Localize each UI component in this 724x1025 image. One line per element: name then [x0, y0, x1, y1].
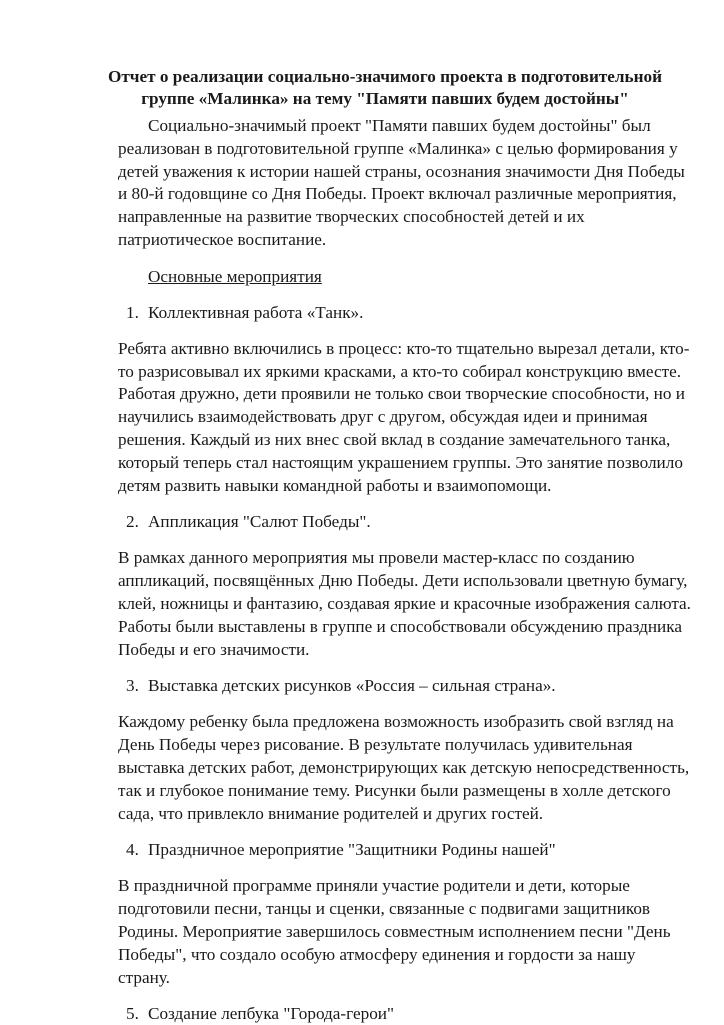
- paragraph-line: День Победы через рисование. В результате получилась удивительная: [118, 735, 633, 755]
- list-number: 4.: [126, 840, 139, 860]
- list-number: 5.: [126, 1004, 139, 1024]
- intro-line: и 80-й годовщине со Дня Победы. Проект включал различные мероприятия,: [118, 184, 677, 204]
- paragraph-line: Работая дружно, дети проявили не только свои творческие способности, но и: [118, 384, 685, 404]
- list-number: 1.: [126, 302, 139, 322]
- paragraph-line: то разрисовывал их яркими красками, а кто-то собирал конструкцию вместе.: [118, 361, 682, 381]
- paragraph-line: выставка детских работ, демонстрирующих как детскую непосредственность,: [118, 757, 690, 777]
- list-item-2: [126, 511, 662, 533]
- list-title: Коллективная работа «Танк».: [148, 302, 364, 322]
- item-1-paragraph: [118, 338, 690, 498]
- list-number: 3.: [126, 676, 139, 696]
- paragraph-line: Ребята активно включились в процесс: кто-то тщательно вырезал детали, кто-: [118, 338, 690, 358]
- intro-line: детей уважения к истории нашей страны, осознания значимости Дня Победы: [118, 161, 685, 181]
- intro-line: направленные на развитие творческих способностей детей и их: [118, 207, 585, 227]
- paragraph-line: клей, ножницы и фантазию, создавая яркие и красочные изображения салюта.: [118, 593, 691, 613]
- item-4-paragraph: [118, 875, 671, 989]
- intro-line: Социально-значимый проект "Памяти павших будем достойны" был: [148, 116, 651, 135]
- intro-line: реализован в подготовительной группе «Малинка» с целью формирования у: [118, 138, 678, 158]
- list-title: Создание лепбука "Города-герои": [148, 1004, 395, 1024]
- list-item-4: [126, 839, 662, 861]
- paragraph-line: который теперь стал настоящим украшением группы. Это занятие позволило: [118, 452, 683, 472]
- document-title: [108, 66, 662, 110]
- paragraph-line: детям развить навыки командной работы и взаимопомощи.: [118, 475, 552, 495]
- title-line-1: Отчет о реализации социально-значимого проекта в подготовительной: [108, 67, 663, 86]
- intro-paragraph: [118, 115, 685, 252]
- paragraph-line: Победы", что создало особую атмосферу единения и гордости за нашу: [118, 944, 636, 964]
- item-3-paragraph: [118, 711, 690, 825]
- paragraph-line: В праздничной программе приняли участие родители и дети, которые: [118, 876, 630, 896]
- paragraph-line: Родины. Мероприятие завершилось совместным исполнением песни "День: [118, 921, 671, 941]
- list-item-3: [126, 675, 662, 697]
- list-title: Выставка детских рисунков «Россия – сильная страна».: [148, 676, 556, 696]
- item-2-paragraph: [118, 547, 691, 661]
- paragraph-line: страну.: [118, 967, 170, 987]
- title-line-2: группе «Малинка» на тему "Памяти павших будем достойны": [141, 89, 629, 108]
- paragraph-line: Каждому ребенку была предложена возможность изобразить свой взгляд на: [118, 712, 674, 732]
- list-title: Праздничное мероприятие "Защитники Родины нашей": [148, 840, 556, 860]
- paragraph-line: В рамках данного мероприятия мы провели мастер-класс по созданию: [118, 548, 635, 568]
- paragraph-line: Работы были выставлены в группе и способствовали обсуждению праздника: [118, 616, 682, 636]
- paragraph-line: так и глубокое понимание тему. Рисунки были размещены в холле детского: [118, 780, 671, 800]
- list-number: 2.: [126, 512, 139, 532]
- paragraph-line: Победы и его значимости.: [118, 639, 310, 659]
- intro-line: патриотическое воспитание.: [118, 229, 327, 249]
- paragraph-line: аппликаций, посвящённых Дню Победы. Дети использовали цветную бумагу,: [118, 571, 688, 591]
- list-item-1: [126, 302, 662, 324]
- section-heading: Основные мероприятия: [148, 266, 322, 286]
- list-item-5: [126, 1003, 662, 1025]
- paragraph-line: сада, что привлекло внимание родителей и других гостей.: [118, 803, 544, 823]
- list-title: Аппликация "Салют Победы".: [148, 512, 371, 532]
- paragraph-line: подготовили песни, танцы и сценки, связанные с подвигами защитников: [118, 899, 651, 919]
- paragraph-line: научились взаимодействовать друг с другом, обсуждая идеи и принимая: [118, 407, 648, 427]
- paragraph-line: решения. Каждый из них внес свой вклад в создание замечательного танка,: [118, 429, 671, 449]
